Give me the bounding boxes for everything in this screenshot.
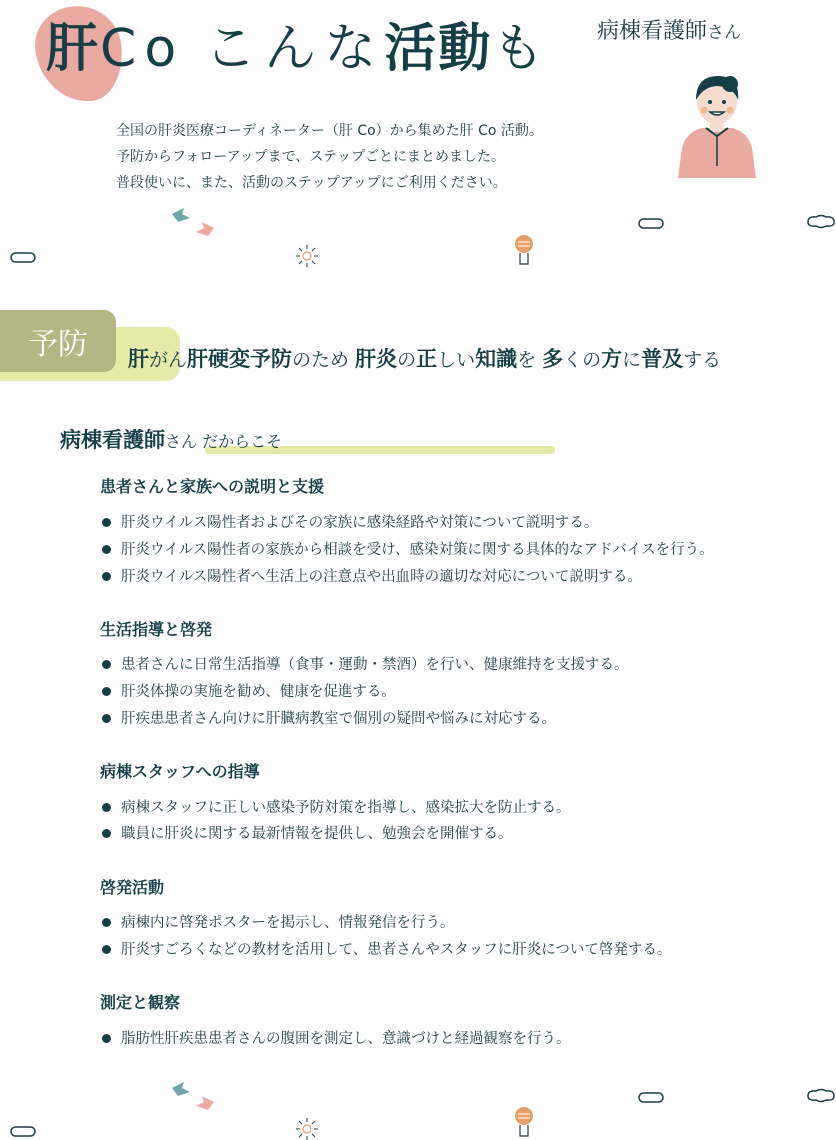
intro-line: 全国の肝炎医療コーディネーター（肝 Co）から集めた肝 Co 活動。: [116, 123, 543, 139]
tagline-segment: に: [622, 349, 642, 371]
subheading-role: 病棟看護師: [60, 428, 165, 452]
balloon-icon: [514, 234, 534, 268]
list-item: 病棟スタッフに正しい感染予防対策を指導し、感染拡大を防止する。: [102, 796, 571, 817]
list-item: 脂肪性肝疾患患者さんの腹囲を測定し、意識づけと経過観察を行う。: [102, 1027, 571, 1048]
section-title: 病棟スタッフへの指導: [100, 762, 260, 781]
bullet-icon: [102, 687, 111, 696]
role-name: 病棟看護師: [597, 19, 708, 44]
tagline-segment: 知識: [475, 347, 518, 371]
nurse-illustration: [672, 70, 762, 178]
balloon-icon: [514, 1106, 534, 1140]
section-title: 啓発活動: [100, 878, 165, 897]
sun-icon: [296, 1118, 318, 1140]
bullet-icon: [102, 518, 111, 527]
list-item: 職員に肝炎に関する最新情報を提供し、勉強会を開催する。: [102, 822, 513, 843]
cloud-icon: [638, 218, 664, 230]
title-kan: 肝: [46, 19, 101, 79]
bullet-icon: [102, 660, 111, 669]
list-item: 肝疾患患者さん向けに肝臓病教室で個別の疑問や悩みに対応する。: [102, 707, 556, 728]
cloud-icon: [806, 214, 836, 230]
bullet-icon: [102, 918, 111, 927]
intro-line: 普段使いに、また、活動のステップアップにご利用ください。: [116, 175, 507, 191]
section-banner-yobo: 予防: [0, 310, 116, 372]
title-konna: こんな: [204, 19, 385, 79]
section-title: 患者さんと家族への説明と支援: [100, 477, 325, 496]
bullet-icon: [102, 545, 111, 554]
bullet-icon: [102, 829, 111, 838]
list-item: 患者さんに日常生活指導（食事・運動・禁酒）を行い、健康維持を支援する。: [102, 653, 629, 674]
bird-icon: [194, 1096, 214, 1112]
role-heading: [597, 14, 741, 45]
section-title: 生活指導と啓発: [100, 620, 213, 639]
bird-icon: [172, 208, 192, 224]
banner-tagline: [128, 343, 721, 373]
tagline-segment: 方: [601, 347, 623, 371]
tagline-segment: を: [517, 349, 543, 371]
tagline-segment: の: [397, 349, 417, 371]
bird-icon: [172, 1082, 192, 1098]
tagline-segment: くの: [563, 349, 602, 371]
bullet-icon: [102, 714, 111, 723]
tagline-segment: しい: [437, 349, 476, 371]
list-item: 病棟内に啓発ポスターを掲示し、情報発信を行う。: [102, 911, 455, 932]
list-item: 肝炎ウイルス陽性者およびその家族に感染経路や対策について説明する。: [102, 511, 598, 532]
cloud-icon: [806, 1088, 836, 1104]
tagline-segment: がん: [149, 349, 188, 371]
intro-line: 予防からフォローアップまで、ステップごとにまとめました。: [116, 149, 506, 165]
tagline-segment: 肝炎: [355, 347, 398, 371]
bullet-icon: [102, 572, 111, 581]
sun-icon: [296, 245, 318, 267]
title-co: Co: [100, 19, 185, 79]
tagline-segment: 肝硬変予防: [187, 347, 293, 371]
role-suffix: さん: [707, 23, 742, 43]
section-title: 測定と観察: [100, 993, 181, 1012]
cloud-icon: [10, 252, 36, 264]
bullet-icon: [102, 1034, 111, 1043]
title-katsudo: 活動: [384, 19, 493, 79]
bullet-icon: [102, 803, 111, 812]
tagline-segment: 正: [416, 347, 438, 371]
tagline-segment: のため: [292, 349, 356, 371]
subheading: [60, 424, 282, 454]
list-item: 肝炎体操の実施を勧め、健康を促進する。: [102, 680, 396, 701]
tagline-segment: 普及: [641, 347, 684, 371]
intro-text: [116, 118, 543, 196]
tagline-segment: 肝: [128, 347, 149, 371]
cloud-icon: [10, 1126, 36, 1138]
bullet-icon: [102, 945, 111, 954]
subheading-suffix: さん だからこそ: [165, 432, 283, 451]
list-item: 肝炎ウイルス陽性者の家族から相談を受け、感染対策に関する具体的なアドバイスを行う。: [102, 538, 714, 559]
tagline-segment: する: [683, 349, 722, 371]
list-item: 肝炎ウイルス陽性者へ生活上の注意点や出血時の適切な対応について説明する。: [102, 565, 642, 586]
page-title: [46, 6, 552, 81]
list-item: 肝炎すごろくなどの教材を活用して、患者さんやスタッフに肝炎について啓発する。: [102, 938, 671, 959]
tagline-segment: 多: [542, 347, 564, 371]
bird-icon: [194, 222, 214, 238]
title-mo: も: [492, 19, 553, 79]
cloud-icon: [638, 1092, 664, 1104]
